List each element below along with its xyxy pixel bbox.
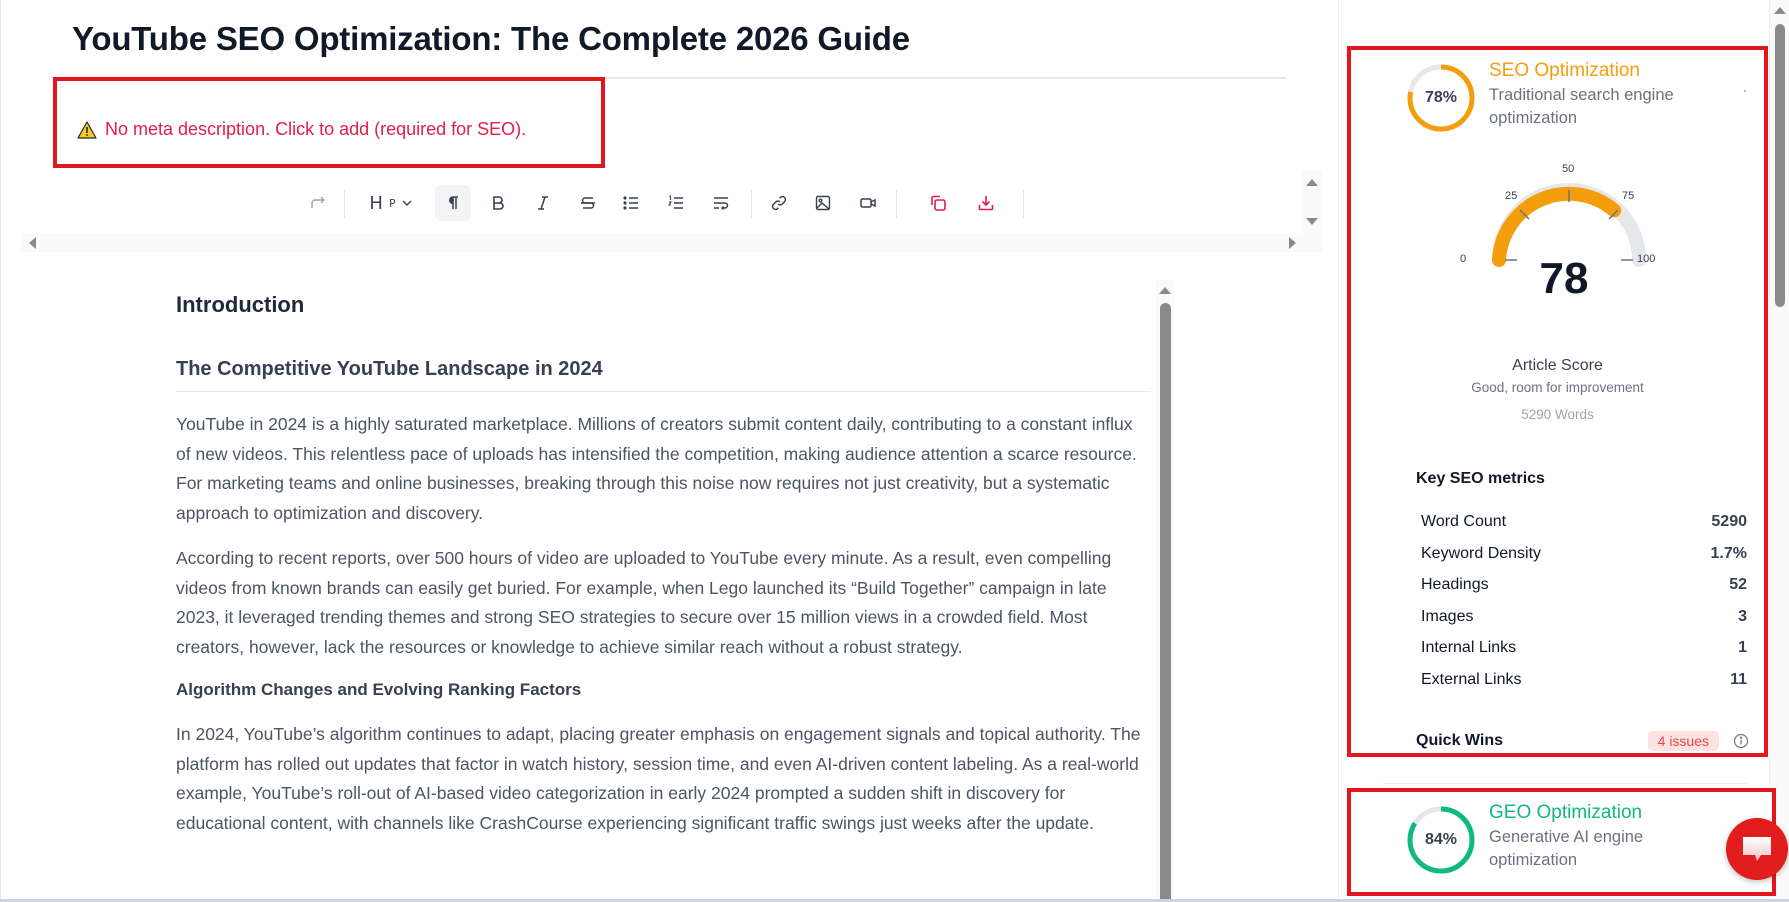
paragraph-button[interactable] <box>435 185 471 221</box>
toolbar-vertical-scrollbar[interactable] <box>1302 171 1322 233</box>
key-seo-metrics-title: Key SEO metrics <box>1416 470 1545 487</box>
ordered-list-button[interactable] <box>664 185 688 221</box>
heading-p-label: P <box>388 196 396 210</box>
redo-icon <box>309 194 327 212</box>
seo-card-subtitle: Traditional search engine optimization <box>1489 86 1674 127</box>
seo-card-title: SEO Optimization <box>1489 60 1640 81</box>
toolbar-divider <box>896 190 897 218</box>
chat-bubble-icon <box>1740 834 1774 864</box>
seo-optimization-card[interactable] <box>1347 46 1768 757</box>
link-icon <box>770 194 788 212</box>
bold-icon <box>489 194 507 212</box>
link-button[interactable] <box>767 185 791 221</box>
video-button[interactable] <box>856 185 880 221</box>
bullet-list-button[interactable] <box>619 185 643 221</box>
article-score-title: Article Score <box>1512 357 1603 374</box>
metric-label: Keyword Density <box>1421 544 1542 562</box>
meta-warning-text: No meta description. Click to add (required for SEO). <box>105 119 527 139</box>
download-icon <box>977 194 995 212</box>
metric-value: 52 <box>1729 576 1747 593</box>
metric-row <box>1421 639 1747 671</box>
metric-value: 5290 <box>1711 513 1747 530</box>
key-seo-metrics-list <box>1421 513 1747 702</box>
heading-h-label: H <box>369 192 383 214</box>
issues-badge[interactable]: 4 issues <box>1648 731 1719 751</box>
ordered-list-icon <box>667 194 685 212</box>
download-button[interactable] <box>974 185 998 221</box>
redo-button[interactable] <box>307 185 329 221</box>
geo-card-title: GEO Optimization <box>1489 802 1643 823</box>
toolbar-horizontal-scrollbar[interactable] <box>21 233 1322 252</box>
text-wrap-button[interactable] <box>709 185 733 221</box>
heading-introduction: Introduction <box>176 292 305 317</box>
meta-description-warning[interactable] <box>77 119 526 140</box>
gauge-tick-100: 100 <box>1637 253 1656 265</box>
gauge-tick-0: 0 <box>1460 253 1467 265</box>
metric-row <box>1421 608 1747 640</box>
heading-competitive-landscape: The Competitive YouTube Landscape in 2024 <box>176 358 1151 392</box>
gauge-value: 78 <box>1539 254 1589 303</box>
paragraph: According to recent reports, over 500 hours of video are uploaded to YouTube every minute. As a result, even compelling videos from known brands can easily get buried. For example, when Lego launched its “Build Together” campaign in late 2023, it leveraged trending themes and strong SEO strategies to secure over 15 million views in a crowded field. Most creators, however, lack the resources or knowledge to achieve similar reach without a robust strategy. <box>176 548 1112 657</box>
toolbar-divider <box>1023 190 1024 218</box>
geo-card-subtitle: Generative AI engine optimization <box>1489 828 1644 869</box>
info-icon[interactable] <box>1733 733 1749 749</box>
quick-wins-label: Quick Wins <box>1416 732 1503 749</box>
metric-row <box>1421 576 1747 608</box>
editor-content[interactable] <box>176 280 1151 902</box>
document-title[interactable]: YouTube SEO Optimization: The Complete 2026 Guide <box>72 20 910 57</box>
copy-icon <box>929 194 947 212</box>
toolbar-divider <box>751 190 752 218</box>
scroll-up-arrow-icon[interactable] <box>1774 7 1786 14</box>
bold-button[interactable] <box>486 185 510 221</box>
video-icon <box>859 194 877 212</box>
metric-value: 1 <box>1738 639 1747 656</box>
gauge-tick-75: 75 <box>1622 190 1635 202</box>
metric-value: 1.7% <box>1710 544 1747 562</box>
geo-optimization-card[interactable] <box>1347 788 1776 896</box>
chevron-down-icon <box>401 197 413 209</box>
scroll-up-arrow-icon[interactable] <box>1159 287 1171 294</box>
side-panel-scrollbar[interactable] <box>1769 0 1789 902</box>
content-scrollbar-thumb[interactable] <box>1160 303 1171 902</box>
paragraph: In 2024, YouTube’s algorithm continues to adapt, placing greater emphasis on engagement signals and topical authority. The platform has rolled out updates that factor in watch history, session time, and even AI-driven content labeling. As a real-world example, YouTube’s roll-out of AI-based video categorization in early 2024 prompted a sudden shift in discovery for educational content, with channels like CrashCourse experiencing significant traffic swings just weeks after the update. <box>176 724 1141 833</box>
metric-label: Headings <box>1421 576 1489 593</box>
metric-label: External Links <box>1421 670 1522 688</box>
gauge-tick-50: 50 <box>1562 163 1575 175</box>
dot-icon <box>1744 90 1746 92</box>
article-word-count: 5290 Words <box>1521 407 1594 422</box>
metric-row <box>1421 513 1747 545</box>
quick-wins-row[interactable] <box>1416 731 1749 751</box>
image-icon <box>814 194 832 212</box>
geo-percent: 84% <box>1424 831 1458 848</box>
toolbar-divider <box>344 190 345 218</box>
bullet-list-icon <box>622 194 640 212</box>
seo-progress-ring <box>1405 62 1477 134</box>
side-panel-scrollbar-thumb[interactable] <box>1775 24 1785 307</box>
warning-icon <box>77 121 97 139</box>
italic-button[interactable] <box>531 185 555 221</box>
panel-divider <box>1383 783 1748 784</box>
image-button[interactable] <box>811 185 835 221</box>
gauge-tick-25: 25 <box>1505 190 1518 202</box>
paragraph: YouTube in 2024 is a highly saturated marketplace. Millions of creators submit content daily, contributing to a constant influx of new videos. This relentless pace of uploads has intensified the competition, making audience attention a scarce resource. For marketing teams and online businesses, breaking through this noise now requires not just creativity, but a systematic approach to optimization and discovery. <box>176 414 1137 523</box>
metric-label: Word Count <box>1421 513 1507 530</box>
metric-label: Internal Links <box>1421 639 1517 656</box>
scroll-right-arrow-icon[interactable] <box>1289 237 1296 249</box>
metric-value: 3 <box>1738 607 1747 625</box>
heading-algorithm-changes: Algorithm Changes and Evolving Ranking Factors <box>176 680 582 699</box>
geo-progress-ring <box>1405 804 1477 876</box>
scroll-down-arrow-icon[interactable] <box>1306 218 1318 225</box>
italic-icon <box>534 194 552 212</box>
strikethrough-button[interactable] <box>576 185 600 221</box>
strikethrough-icon <box>579 194 597 212</box>
editor-toolbar <box>301 185 1041 221</box>
metric-row <box>1421 671 1747 703</box>
metric-label: Images <box>1421 607 1474 625</box>
copy-button[interactable] <box>926 185 950 221</box>
meta-description-box[interactable] <box>53 77 605 168</box>
article-score-description: Good, room for improvement <box>1471 380 1644 395</box>
heading-select[interactable] <box>363 185 419 221</box>
seo-percent: 78% <box>1424 89 1458 106</box>
scroll-up-arrow-icon[interactable] <box>1306 179 1318 186</box>
chat-button[interactable] <box>1726 818 1788 880</box>
content-scrollbar[interactable] <box>1156 280 1174 902</box>
pilcrow-icon <box>444 194 462 212</box>
text-wrap-icon <box>712 194 730 212</box>
article-score-gauge <box>1460 163 1656 303</box>
scroll-left-arrow-icon[interactable] <box>29 237 36 249</box>
metric-value: 11 <box>1730 670 1747 688</box>
metric-row <box>1421 545 1747 577</box>
